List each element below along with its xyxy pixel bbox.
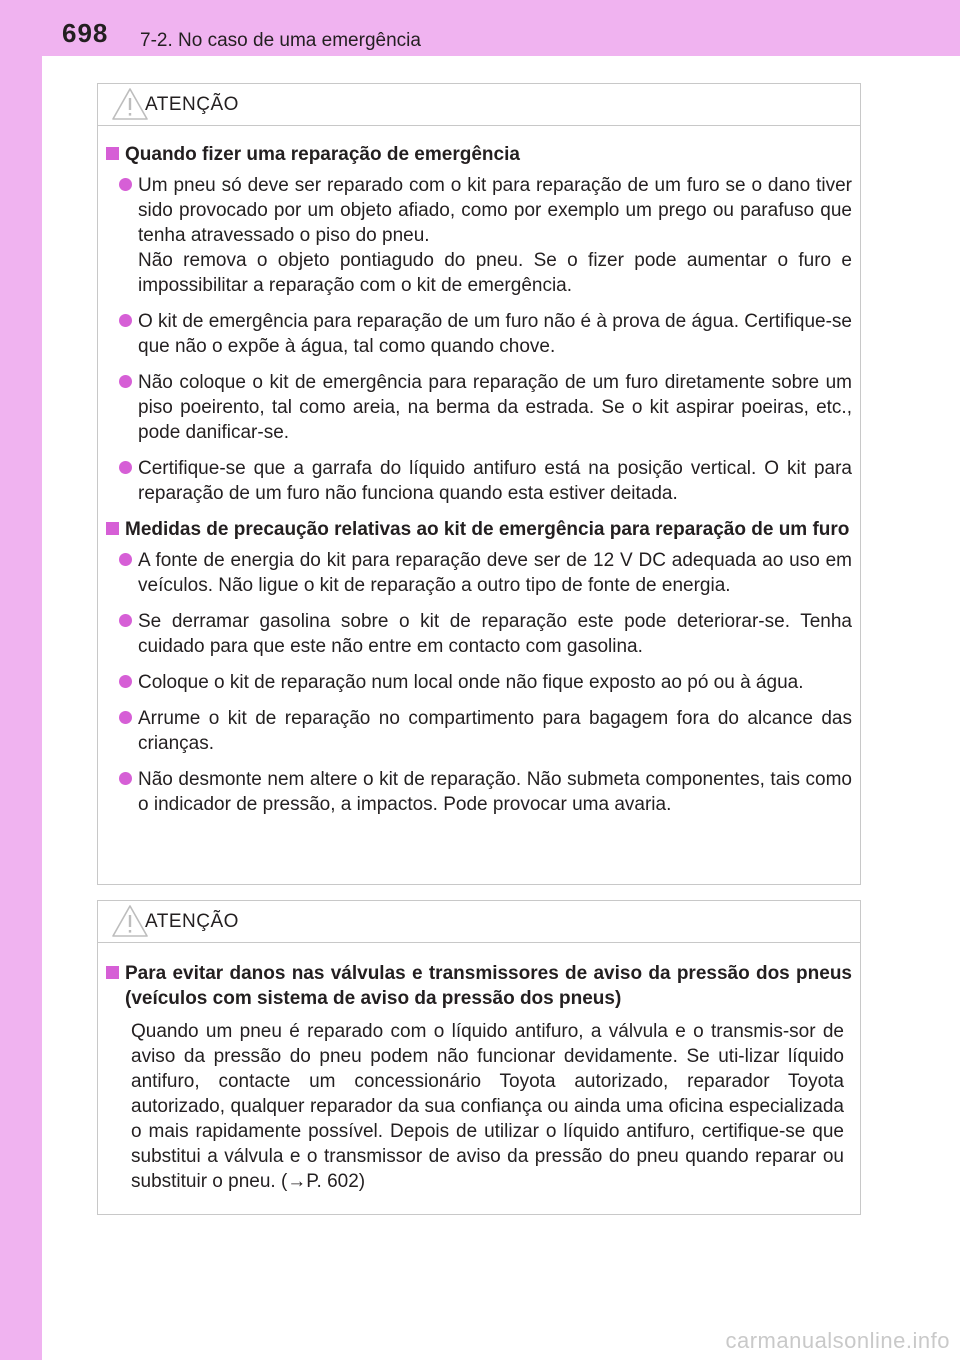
round-bullet-icon: [119, 614, 132, 627]
bullet-item: [106, 548, 852, 598]
warning-box-header: [98, 901, 860, 943]
round-bullet-icon: [119, 178, 132, 191]
warning-triangle-icon: [111, 87, 149, 121]
warning-box-1-content: [98, 126, 860, 817]
square-bullet-icon: [106, 147, 119, 160]
watermark: carmanualsonline.info: [725, 1328, 950, 1353]
chapter-title: 7-2. No caso de uma emergência: [140, 30, 421, 51]
bullet-text: Coloque o kit de reparação num local onde não fique exposto ao pó ou à água.: [138, 672, 804, 693]
warning-triangle-icon: [111, 904, 149, 938]
round-bullet-icon: [119, 675, 132, 688]
bullet-text: O kit de emergência para reparação de um furo não é à prova de água. Certifique-se que não o expõe à água, tal como quando chove.: [138, 311, 852, 357]
bullet-item: [106, 173, 852, 298]
bullet-text: A fonte de energia do kit para reparação deve ser de 12 V DC adequada ao uso em veículos. Não ligue o kit de reparação a outro tipo de fonte de energia.: [138, 550, 852, 596]
round-bullet-icon: [119, 314, 132, 327]
warning-box-1: [97, 83, 861, 885]
warning-label: ATENÇÃO: [145, 94, 239, 115]
bullet-item: [106, 670, 852, 695]
square-bullet-icon: [106, 966, 119, 979]
section-heading: [106, 961, 852, 1011]
warning-box-2: [97, 900, 861, 1215]
section-title: Quando fizer uma reparação de emergência: [125, 144, 520, 165]
bullet-text: Certifique-se que a garrafa do líquido antifuro está na posição vertical. O kit para reparação de um furo não funciona quando esta estiver deitada.: [138, 458, 852, 504]
bullet-text: [138, 173, 852, 298]
bullet-text: Se derramar gasolina sobre o kit de reparação este pode deteriorar-se. Tenha cuidado para que este não entre em contacto com gasolina.: [138, 611, 852, 657]
round-bullet-icon: [119, 375, 132, 388]
section-heading: [106, 517, 852, 542]
bullet-line: Não remova o objeto pontiagudo do pneu. Se o fizer pode aumentar o furo e impossibilitar a reparação com o kit de emergência.: [138, 250, 852, 296]
bullet-item: [106, 456, 852, 506]
warning-label: ATENÇÃO: [145, 911, 239, 932]
round-bullet-icon: [119, 711, 132, 724]
bullet-line: Um pneu só deve ser reparado com o kit para reparação de um furo se o dano tiver sido provocado por um objeto afiado, como por exemplo um prego ou parafuso que tenha atravessado o piso do pneu.: [138, 175, 852, 246]
warning-box-header: [98, 84, 860, 126]
section-heading: [106, 142, 852, 167]
round-bullet-icon: [119, 772, 132, 785]
warning-paragraph: Quando um pneu é reparado com o líquido antifuro, a válvula e o transmis-sor de aviso da pressão do pneu podem não funcionar devidamente. Se uti-lizar líquido antifuro, contacte um concessionário Toyota autorizado, reparador Toyota autorizado, qualquer reparador da sua confiança ou ainda uma oficina especializada o mais rapidamente possível. Depois de utilizar o líquido antifuro, certifique-se que substitui a válvula e o transmissor de aviso da pressão do pneu quando reparar ou substituir o pneu. (→P. 602): [131, 1021, 844, 1192]
warning-box-2-content: [98, 943, 860, 1194]
bullet-text: Arrume o kit de reparação no compartimento para bagagem fora do alcance das crianças.: [138, 708, 852, 754]
bullet-item: [106, 609, 852, 659]
bullet-text: Não coloque o kit de emergência para reparação de um furo diretamente sobre um piso poeirento, tal como areia, na berma da estrada. Se o kit aspirar poeiras, etc., pode danificar-se.: [138, 372, 852, 443]
bullet-item: [106, 309, 852, 359]
section-title: Medidas de precaução relativas ao kit de emergência para reparação de um furo: [125, 519, 850, 540]
round-bullet-icon: [119, 461, 132, 474]
round-bullet-icon: [119, 553, 132, 566]
bullet-item: [106, 706, 852, 756]
section-title: Para evitar danos nas válvulas e transmissores de aviso da pressão dos pneus (veículos com sistema de aviso da pressão dos pneus): [125, 963, 852, 1009]
page-side-strip: [0, 0, 42, 1360]
bullet-item: [106, 370, 852, 445]
bullet-text: Não desmonte nem altere o kit de reparação. Não submeta componentes, tais como o indicador de pressão, a impactos. Pode provocar uma avaria.: [138, 769, 852, 815]
square-bullet-icon: [106, 522, 119, 535]
bullet-item: [106, 767, 852, 817]
page-number: 698: [62, 18, 109, 48]
